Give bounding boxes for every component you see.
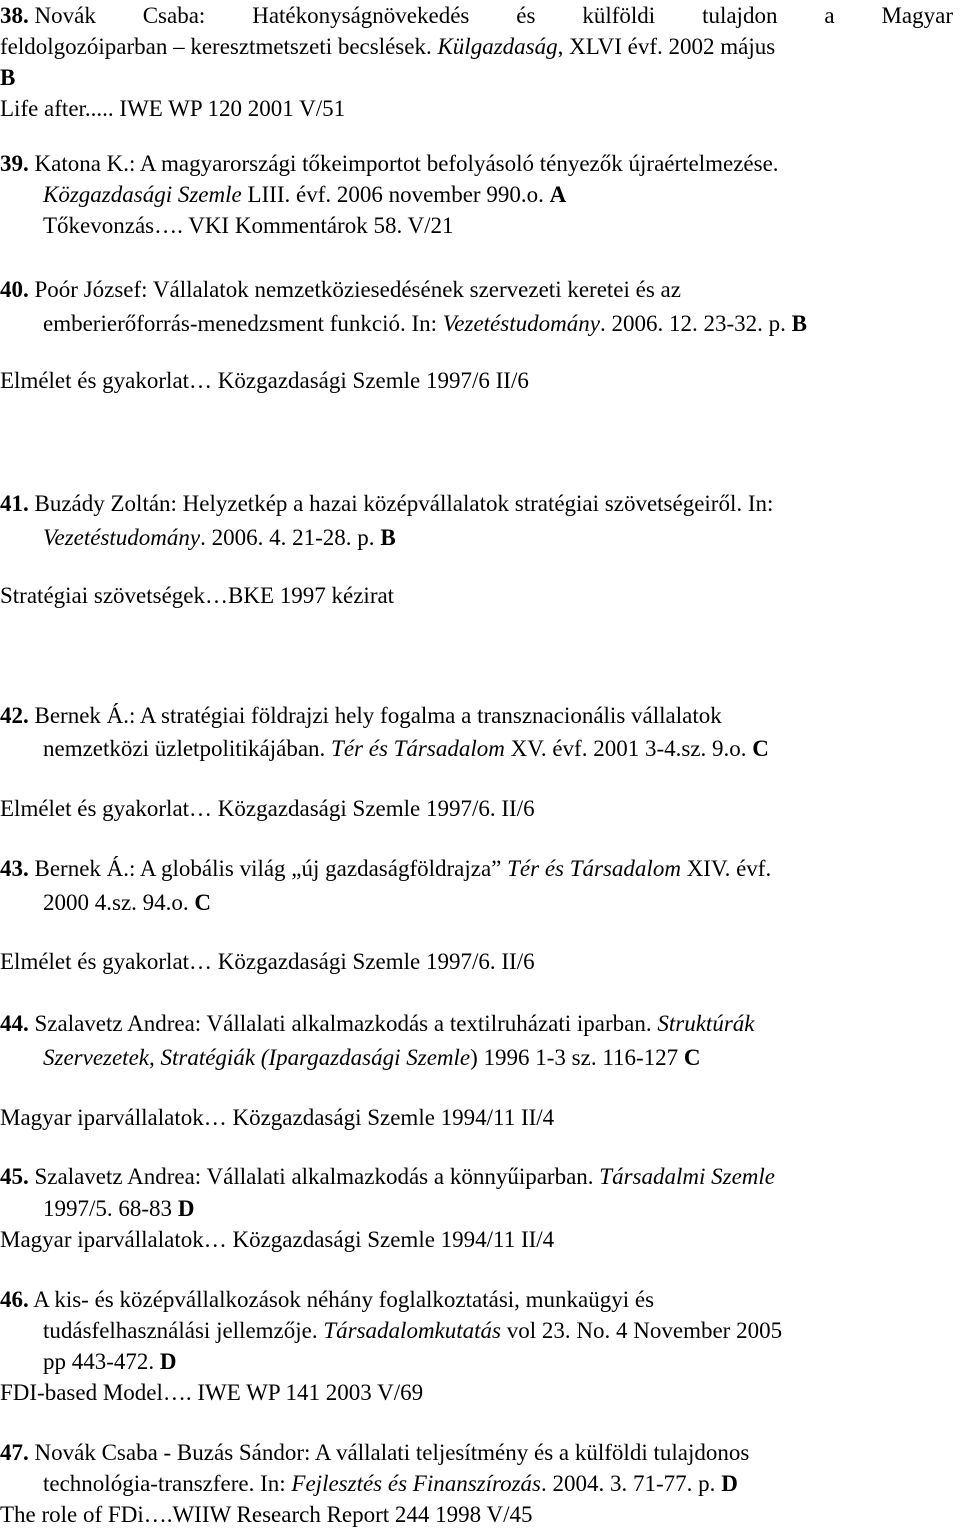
entry-44-note: Magyar iparvállalatok… Közgazdasági Szemle 1994/11 II/4 xyxy=(0,1105,555,1130)
entry-46-details: vol 23. No. 4 November 2005 xyxy=(501,1318,783,1343)
entry-38-word: külföldi xyxy=(582,3,656,28)
entry-42-number: 42. xyxy=(0,703,29,728)
entry-43-line-2 xyxy=(43,887,211,918)
entry-45-number: 45. xyxy=(0,1164,29,1189)
entry-45-grade: D xyxy=(177,1196,195,1221)
entry-42-line-2 xyxy=(43,733,769,764)
entry-45-line-2 xyxy=(43,1193,194,1224)
entry-38-word: Hatékonyságnövekedés xyxy=(252,3,470,28)
entry-39-line-1 xyxy=(0,148,779,179)
entry-44-number: 44. xyxy=(0,1011,29,1036)
entry-46-grade: D xyxy=(159,1349,177,1374)
entry-38-word: Novák xyxy=(34,3,96,28)
entry-46-line-2 xyxy=(43,1315,782,1346)
entry-41-text: Buzády Zoltán: Helyzetkép a hazai középvállalatok stratégiai szövetségeiről. In: xyxy=(28,491,774,516)
entry-39-journal: Közgazdasági Szemle xyxy=(43,182,242,207)
entry-44-text: Szalavetz Andrea: Vállalati alkalmazkodás a textilruházati iparban. xyxy=(28,1011,658,1036)
entry-38-grade: B xyxy=(0,65,16,90)
entry-47-number: 47. xyxy=(0,1440,29,1465)
entry-47-line-1 xyxy=(0,1437,749,1468)
entry-38-grade-line xyxy=(0,62,15,93)
entry-43-details: XIV. évf. xyxy=(680,856,772,881)
entry-46-text-3: pp 443-472. xyxy=(43,1349,160,1374)
entry-47-line-2 xyxy=(43,1468,738,1499)
entry-46-journal: Társadalomkutatás xyxy=(323,1318,501,1343)
entry-39-text: Katona K.: A magyarországi tőkeimportot befolyásoló tényezők újraértelmezése. xyxy=(28,151,779,176)
entry-46-line-1 xyxy=(0,1284,654,1315)
entry-42-text-2: nemzetközi üzletpolitikájában. xyxy=(43,736,332,761)
entry-47-grade: D xyxy=(721,1471,738,1496)
entry-41-line-2 xyxy=(43,522,396,553)
entry-47-journal: Fejlesztés és Finanszírozás xyxy=(291,1471,542,1496)
entry-38-word: Csaba: xyxy=(142,3,206,28)
entry-41-grade: B xyxy=(380,525,396,550)
entry-42-details: XV. évf. 2001 3-4.sz. 9.o. xyxy=(504,736,753,761)
entry-46-number: 46. xyxy=(0,1287,29,1312)
entry-39-details: LIII. évf. 2006 november 990.o. xyxy=(241,182,550,207)
entry-44-journal-2: Szervezetek, Stratégiák (Ipargazdasági Szemle xyxy=(43,1045,471,1070)
entry-38-line-2 xyxy=(0,31,775,62)
entry-43-text-2: 2000 4.sz. 94.o. xyxy=(43,890,195,915)
entry-40-note: Elmélet és gyakorlat… Közgazdasági Szemle 1997/6 II/6 xyxy=(0,368,529,393)
entry-40-text-2: emberierőforrás-menedzsment funkció. In: xyxy=(43,311,443,336)
entry-45-text: Szalavetz Andrea: Vállalati alkalmazkodás a könnyűiparban. xyxy=(28,1164,600,1189)
entry-42-note: Elmélet és gyakorlat… Közgazdasági Szemle 1997/6. II/6 xyxy=(0,796,535,821)
entry-38-journal: Külgazdaság xyxy=(437,34,558,59)
entry-38-details: , XLVI évf. 2002 május xyxy=(557,34,776,59)
entry-38-line-1 xyxy=(0,0,953,31)
entry-46-text: A kis- és középvállalkozások néhány foglalkoztatási, munkaügyi és xyxy=(28,1287,655,1312)
entry-45-line-1 xyxy=(0,1161,775,1192)
entry-43-journal: Tér és Társadalom xyxy=(507,856,681,881)
entry-38-number: 38. xyxy=(0,3,29,28)
entry-44-line-2 xyxy=(43,1042,701,1073)
entry-45-note: Magyar iparvállalatok… Közgazdasági Szemle 1994/11 II/4 xyxy=(0,1227,555,1252)
entry-46-text-2: tudásfelhasználási jellemzője. xyxy=(43,1318,324,1343)
entry-46-line-3 xyxy=(43,1346,177,1377)
entry-44-line-1 xyxy=(0,1008,754,1039)
entry-40-line-2 xyxy=(43,308,807,339)
entry-43-number: 43. xyxy=(0,856,29,881)
entry-47-text: Novák Csaba - Buzás Sándor: A vállalati teljesítmény és a külföldi tulajdonos xyxy=(28,1440,750,1465)
entry-40-grade: B xyxy=(791,311,807,336)
entry-44-journal: Struktúrák xyxy=(657,1011,755,1036)
entry-40-text: Poór József: Vállalatok nemzetköziesedésének szervezeti keretei és az xyxy=(28,277,681,302)
entry-39-note: Tőkevonzás…. VKI Kommentárok 58. V/21 xyxy=(43,213,454,238)
entry-41-journal: Vezetéstudomány xyxy=(43,525,201,550)
entry-40-details: . 2006. 12. 23-32. p. xyxy=(599,311,792,336)
entry-38-word: Magyar xyxy=(881,3,953,28)
entry-43-line-1 xyxy=(0,853,771,884)
entry-38-word: tulajdon xyxy=(702,3,778,28)
entry-40-number: 40. xyxy=(0,277,29,302)
entry-41-note: Stratégiai szövetségek…BKE 1997 kézirat xyxy=(0,583,395,608)
entry-44-grade: C xyxy=(683,1045,701,1070)
entry-42-journal: Tér és Társadalom xyxy=(331,736,505,761)
entry-44-details: ) 1996 1-3 sz. 116-127 xyxy=(470,1045,684,1070)
entry-47-note: The role of FDi….WIIW Research Report 244 1998 V/45 xyxy=(0,1502,533,1527)
entry-45-text-2: 1997/5. 68-83 xyxy=(43,1196,178,1221)
entry-40-line-1 xyxy=(0,274,681,305)
entry-47-details: . 2004. 3. 71-77. p. xyxy=(541,1471,722,1496)
entry-38-note: Life after..... IWE WP 120 2001 V/51 xyxy=(0,96,346,121)
entry-47-text-2: technológia-transzfere. In: xyxy=(43,1471,292,1496)
entry-42-grade: C xyxy=(752,736,769,761)
entry-46-note: FDI-based Model…. IWE WP 141 2003 V/69 xyxy=(0,1380,424,1405)
entry-41-details: . 2006. 4. 21-28. p. xyxy=(200,525,381,550)
entry-38-word: a xyxy=(824,3,835,28)
entry-41-number: 41. xyxy=(0,491,29,516)
entry-43-note: Elmélet és gyakorlat… Közgazdasági Szemle 1997/6. II/6 xyxy=(0,949,535,974)
entry-42-line-1 xyxy=(0,700,722,731)
entry-41-line-1 xyxy=(0,488,773,519)
entry-43-grade: C xyxy=(194,890,212,915)
entry-45-journal: Társadalmi Szemle xyxy=(599,1164,775,1189)
entry-39-number: 39. xyxy=(0,151,29,176)
entry-39-grade: A xyxy=(549,182,567,207)
entry-39-line-2 xyxy=(43,179,566,210)
entry-43-text: Bernek Á.: A globális világ „új gazdaságföldrajza” xyxy=(28,856,508,881)
entry-38-word: és xyxy=(516,3,536,28)
entry-42-text: Bernek Á.: A stratégiai földrajzi hely fogalma a transznacionális vállalatok xyxy=(28,703,722,728)
entry-40-journal: Vezetéstudomány xyxy=(442,311,600,336)
entry-38-text: feldolgozóiparban – keresztmetszeti becslések. xyxy=(0,34,438,59)
